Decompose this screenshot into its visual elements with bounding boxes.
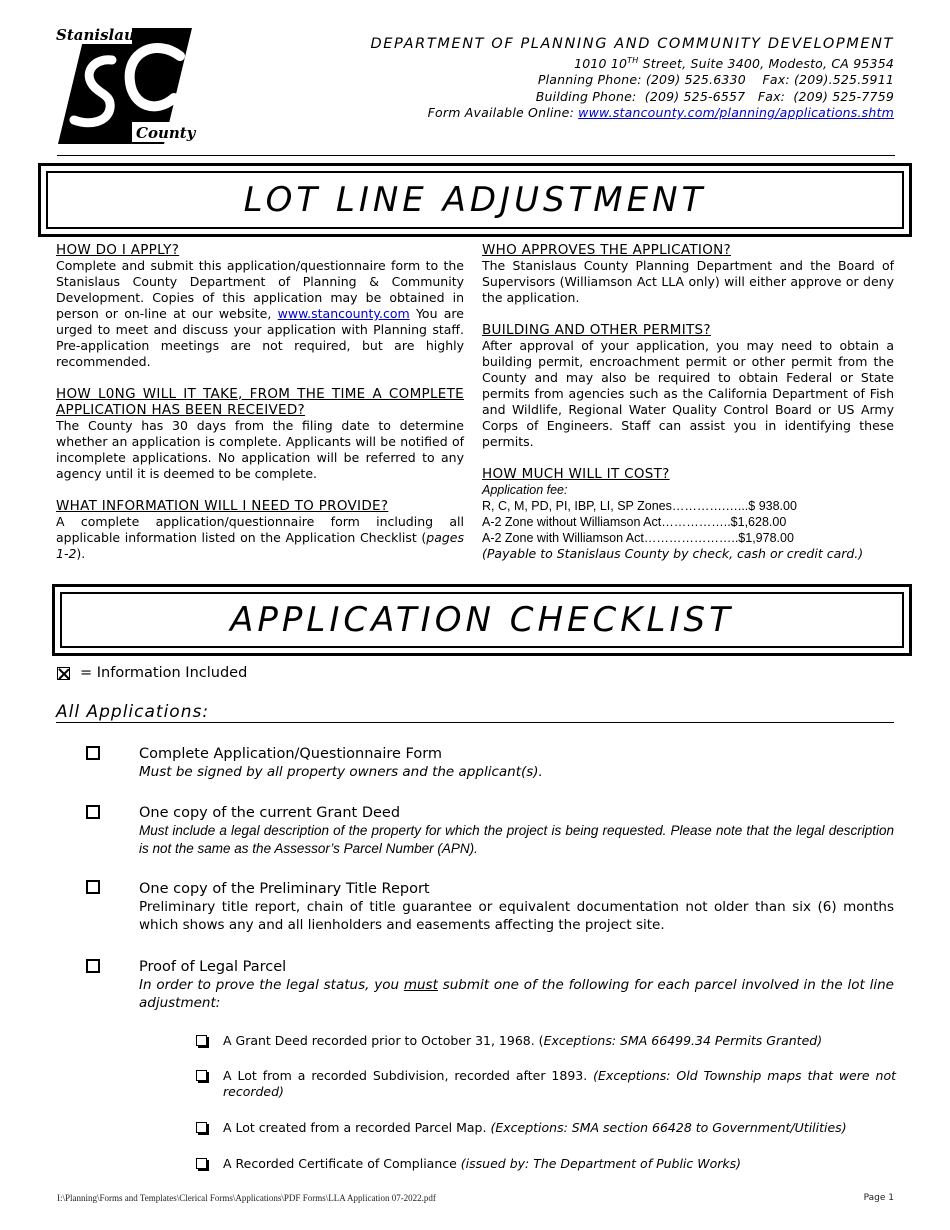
item-title: One copy of the Preliminary Title Report — [139, 881, 430, 897]
permits-text: After approval of your application, you may need to obtain a building permit, encroachment permit or other permit from the County and may also be required to obtain Federal or State permits from agencies such as the California Department of Fish and Wildlife, Regional Water Quality Control Board or US Army Corps of Engineers. Staff can assist you in identifying these permits. — [482, 338, 894, 449]
left-info-column — [56, 242, 464, 562]
cost-heading: HOW MUCH WILL IT COST? — [482, 466, 670, 482]
header-divider — [57, 155, 895, 156]
checklist-title: APPLICATION CHECKLIST — [230, 600, 734, 640]
checkbox-parcel-map-lot[interactable] — [196, 1122, 207, 1133]
checkbox-application-form[interactable] — [86, 746, 100, 760]
item-desc: Must include a legal description of the property for which the project is being requested. Please note that the legal description is not the same as the Assessor’s Parcel Number (APN). — [139, 823, 894, 856]
item-title: One copy of the current Grant Deed — [139, 805, 401, 821]
legend — [57, 665, 247, 681]
logo-word-county: County — [136, 124, 196, 142]
planning-phone: Planning Phone: (209) 525.6330 Fax: (209).525.5911 — [537, 72, 894, 88]
item-desc: Must be signed by all property owners and the applicant(s). — [139, 764, 543, 780]
checkbox-subdivision-lot[interactable] — [196, 1070, 207, 1081]
logo-word-stanislaus: Stanislaus — [56, 26, 144, 44]
proof-option: A Lot from a recorded Subdivision, recorded after 1893. (Exceptions: Old Township maps that were not recorded) — [196, 1068, 896, 1100]
all-applications-heading: All Applications: — [56, 702, 210, 722]
all-applications-rule — [56, 722, 894, 723]
checkbox-certificate-of-compliance[interactable] — [196, 1158, 207, 1169]
fee-line: R, C, M, PD, PI, IBP, LI, SP Zones………….…...$ 938.00 — [482, 499, 797, 513]
proof-option: A Grant Deed recorded prior to October 31, 1968. (Exceptions: SMA 66499.34 Permits Granted) — [196, 1033, 896, 1049]
department-name: DEPARTMENT OF PLANNING AND COMMUNITY DEVELOPMENT — [370, 36, 894, 52]
department-address: 1010 10TH Street, Suite 3400, Modesto, CA 95354 — [574, 55, 894, 71]
proof-option: A Lot created from a recorded Parcel Map. (Exceptions: SMA section 66428 to Government/Utilities) — [196, 1120, 896, 1136]
permits-heading: BUILDING AND OTHER PERMITS? — [482, 322, 711, 338]
proof-option: A Recorded Certificate of Compliance (issued by: The Department of Public Works) — [196, 1156, 896, 1172]
apply-heading: HOW DO I APPLY? — [56, 242, 180, 258]
checklist-item — [139, 804, 894, 858]
approves-text: The Stanislaus County Planning Department and the Board of Supervisors (Williamson Act LLA only) will either approve or deny the application. — [482, 258, 894, 305]
checklist-item — [139, 880, 894, 934]
checked-box-icon — [57, 667, 70, 680]
fee-line: A-2 Zone with Williamson Act…………………..$1,978.00 — [482, 531, 794, 545]
item-desc: In order to prove the legal status, you must submit one of the following for each parcel involved in the lot line adjustment: — [139, 977, 894, 1011]
checklist-item — [139, 745, 894, 781]
footer-page-number: Page 1 — [863, 1193, 894, 1203]
info-heading: WHAT INFORMATION WILL I NEED TO PROVIDE? — [56, 498, 389, 514]
building-phone: Building Phone: (209) 525-6557 Fax: (209) 525-7759 — [535, 88, 894, 104]
page-title: LOT LINE ADJUSTMENT — [243, 180, 707, 220]
item-title: Complete Application/Questionnaire Form — [139, 746, 443, 762]
form-online-link[interactable]: www.stancounty.com/planning/applications.shtm — [578, 105, 894, 121]
checkbox-legal-parcel[interactable] — [86, 959, 100, 973]
department-header — [371, 36, 894, 122]
duration-heading: HOW L0NG WILL IT TAKE, FROM THE TIME A COMPLETE APPLICATION HAS BEEN RECEIVED? — [56, 386, 464, 418]
checklist-item — [139, 958, 894, 1012]
stanislaus-county-logo — [52, 26, 198, 146]
checkbox-grant-deed-1968[interactable] — [196, 1035, 207, 1046]
checkbox-grant-deed[interactable] — [86, 805, 100, 819]
stancounty-link[interactable]: www.stancounty.com — [277, 306, 410, 321]
duration-text: The County has 30 days from the filing date to determine whether an application is complete. Applicants will be notified of incomplete applications. No application will be referred to any agency until it is deemed to be complete. — [56, 418, 464, 481]
info-text: A complete application/questionnaire form including all applicable information listed on the Application Checklist (pages 1-2). — [56, 514, 464, 561]
item-desc: Preliminary title report, chain of title guarantee or equivalent documentation not older than six (6) months which shows any and all lienholders and easements affecting the project site. — [139, 899, 894, 933]
form-online: Form Available Online: www.stancounty.com/planning/applications.shtm — [427, 105, 894, 121]
approves-heading: WHO APPROVES THE APPLICATION? — [482, 242, 731, 258]
item-title: Proof of Legal Parcel — [139, 959, 287, 975]
apply-text: Complete and submit this application/questionnaire form to the Stanislaus County Department of Planning & Community Development. Copies of this application may be obtained in person or on-line at our website, www.stancounty.com You are urged to meet and discuss your application with Planning staff. Pre-application meetings are not required, but are highly recommended. — [56, 258, 464, 369]
checklist-banner — [52, 584, 912, 656]
checkbox-title-report[interactable] — [86, 880, 100, 894]
footer-file-path: I:\Planning\Forms and Templates\Clerical Forms\Applications\PDF Forms\LLA Application 07-2022.pdf — [57, 1193, 436, 1203]
title-banner — [38, 163, 912, 237]
right-info-column — [482, 242, 894, 562]
fee-label: Application fee: — [482, 483, 568, 497]
fee-line: A-2 Zone without Williamson Act……………..$1,628.00 — [482, 515, 787, 529]
legend-text: = Information Included — [80, 665, 248, 681]
payable-note: (Payable to Stanislaus County by check, cash or credit card.) — [482, 546, 864, 561]
